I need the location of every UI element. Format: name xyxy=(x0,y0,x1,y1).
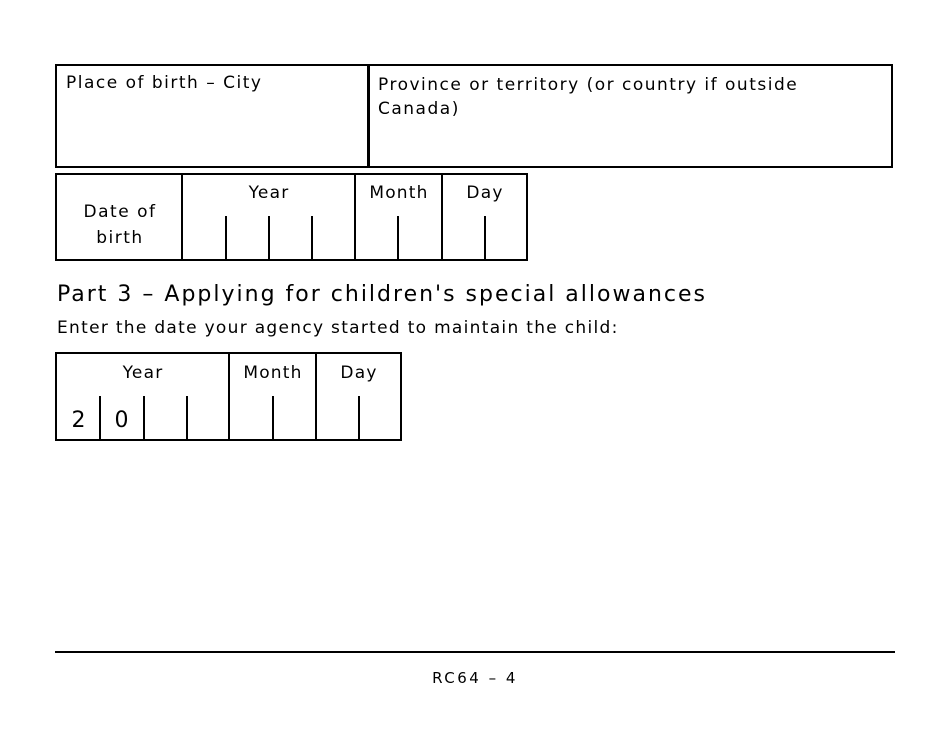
day-digit-divider xyxy=(484,216,486,259)
date-of-birth-box xyxy=(55,173,528,261)
year-digit-1[interactable]: 2 xyxy=(71,408,86,433)
month-digit-divider xyxy=(272,396,274,439)
month-header: Month xyxy=(369,183,429,203)
day-header: Day xyxy=(340,363,378,383)
year-digit-divider xyxy=(186,396,188,439)
page-number: RC64 – 4 xyxy=(432,669,518,687)
place-of-birth-city-field[interactable] xyxy=(55,64,370,168)
year-digit-divider xyxy=(225,216,227,259)
day-header: Day xyxy=(466,183,504,203)
year-digit-divider xyxy=(143,396,145,439)
province-label: Province or territory (or country if outside Canada) xyxy=(378,75,799,119)
year-header: Year xyxy=(248,183,290,203)
year-header: Year xyxy=(122,363,164,383)
part3-heading: Part 3 – Applying for children's special allowances xyxy=(57,282,707,307)
year-digit-2[interactable]: 0 xyxy=(114,408,129,433)
month-digit-divider xyxy=(397,216,399,259)
year-digit-divider xyxy=(268,216,270,259)
year-digit-divider xyxy=(311,216,313,259)
city-label: Place of birth – City xyxy=(66,73,263,93)
part3-instruction: Enter the date your agency started to maintain the child: xyxy=(57,318,619,338)
day-digit-divider xyxy=(358,396,360,439)
footer-rule xyxy=(55,651,895,653)
province-field[interactable] xyxy=(367,64,893,168)
month-header: Month xyxy=(243,363,303,383)
date-of-birth-label: Date of birth xyxy=(83,202,157,248)
agency-start-date-box[interactable] xyxy=(55,352,402,441)
